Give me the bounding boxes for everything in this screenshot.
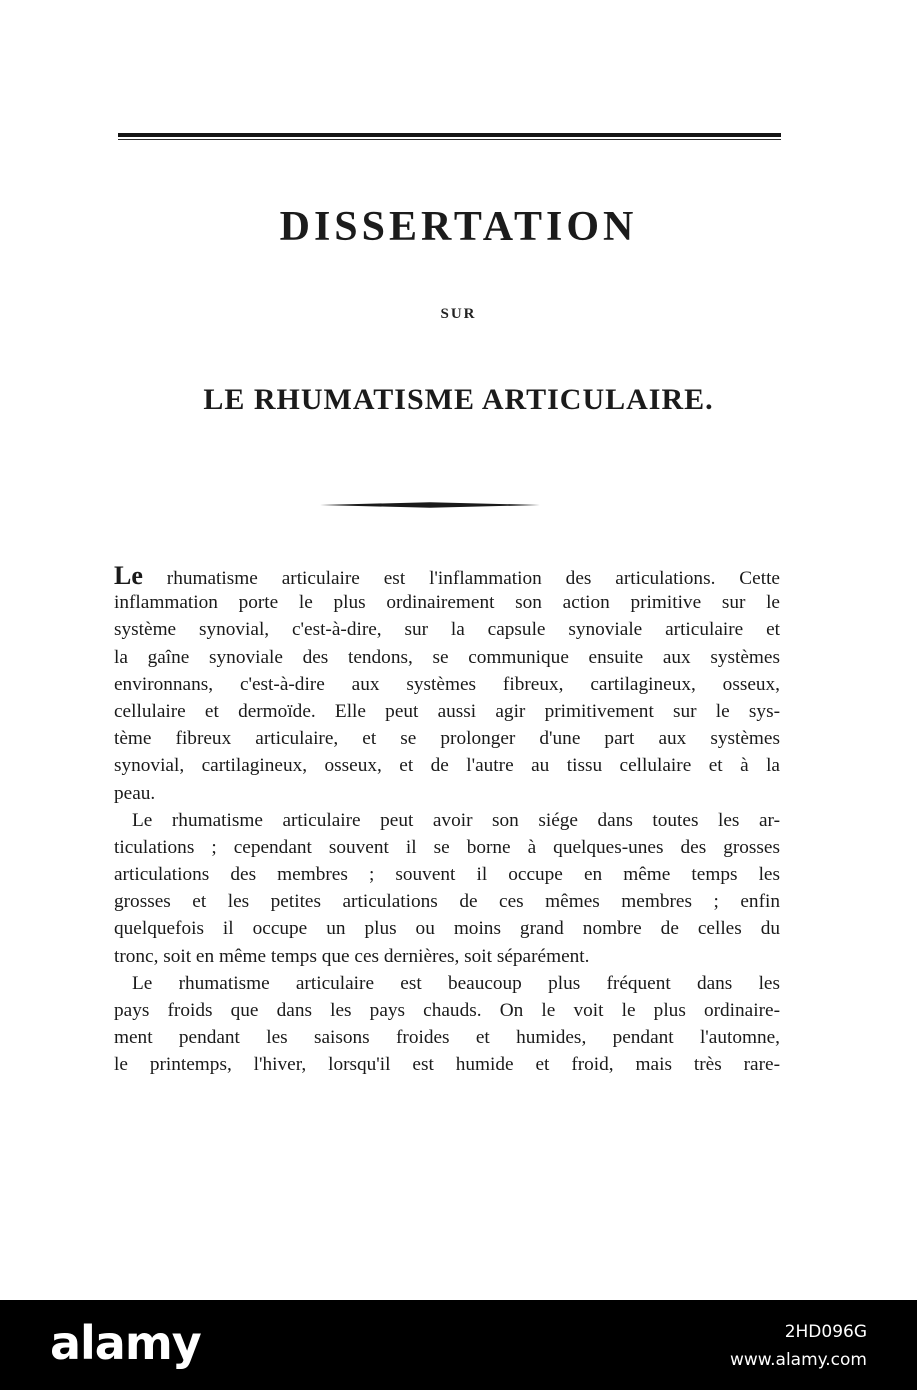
text-line: tronc, soit en même temps que ces dernières, soit séparément. [114,945,590,967]
watermark-banner [0,1300,917,1390]
site-url: www.alamy.com [729,1350,867,1370]
text-line: ment pendant les saisons froides et humides, pendant l'automne, [114,1027,780,1049]
ornament-divider-icon [320,501,540,509]
body-text [114,562,780,1079]
text-line: le printemps, l'hiver, lorsqu'il est humide et froid, mais très rare- [114,1054,780,1076]
document-title: DISSERTATION [279,204,638,250]
text-line: grosses et les petites articulations de ces mêmes membres ; enfin [114,891,780,913]
thin-rule [118,139,781,140]
thick-rule [118,133,781,137]
text-line: la gaîne synoviale des tendons, se communique ensuite aux systèmes [114,646,780,668]
text-line: pays froids que dans les pays chauds. On le voit le plus ordinaire- [114,1000,780,1021]
title-connector: SUR [440,306,477,322]
text-line: Le rhumatisme articulaire peut avoir son siége dans toutes les ar- [132,809,780,831]
brand-logo: alamy [50,1316,201,1370]
text-line: articulations des membres ; souvent il occupe en même temps les [114,864,780,886]
top-double-rule [118,133,781,140]
text-line: inflammation porte le plus ordinairement son action primitive sur le [114,592,780,614]
text-line: ticulations ; cependant souvent il se borne à quelques-unes des grosses [114,836,780,858]
text-line: cellulaire et dermoïde. Elle peut aussi agir primitivement sur le sys- [114,700,780,722]
text-line [114,562,780,589]
text-line: synovial, cartilagineux, osseux, et de l'autre au tissu cellulaire et à la [114,755,780,777]
text-line: environnans, c'est-à-dire aux systèmes fibreux, cartilagineux, osseux, [114,673,780,695]
drop-cap: Le [114,562,143,590]
text-line: quelquefois il occupe un plus ou moins grand nombre de celles du [114,918,780,940]
text-line: tème fibreux articulaire, et se prolonger d'une part aux systèmes [114,728,780,750]
text-line-content: rhumatisme articulaire est l'inflammation des articulations. Cette [142,568,780,589]
text-line: peau. [114,782,156,804]
image-id: 2HD096G [784,1322,867,1342]
text-line: système synovial, c'est-à-dire, sur la capsule synoviale articulaire et [114,619,780,641]
text-line: Le rhumatisme articulaire est beaucoup plus fréquent dans les [132,972,780,994]
document-subtitle: LE RHUMATISME ARTICULAIRE. [203,383,714,416]
